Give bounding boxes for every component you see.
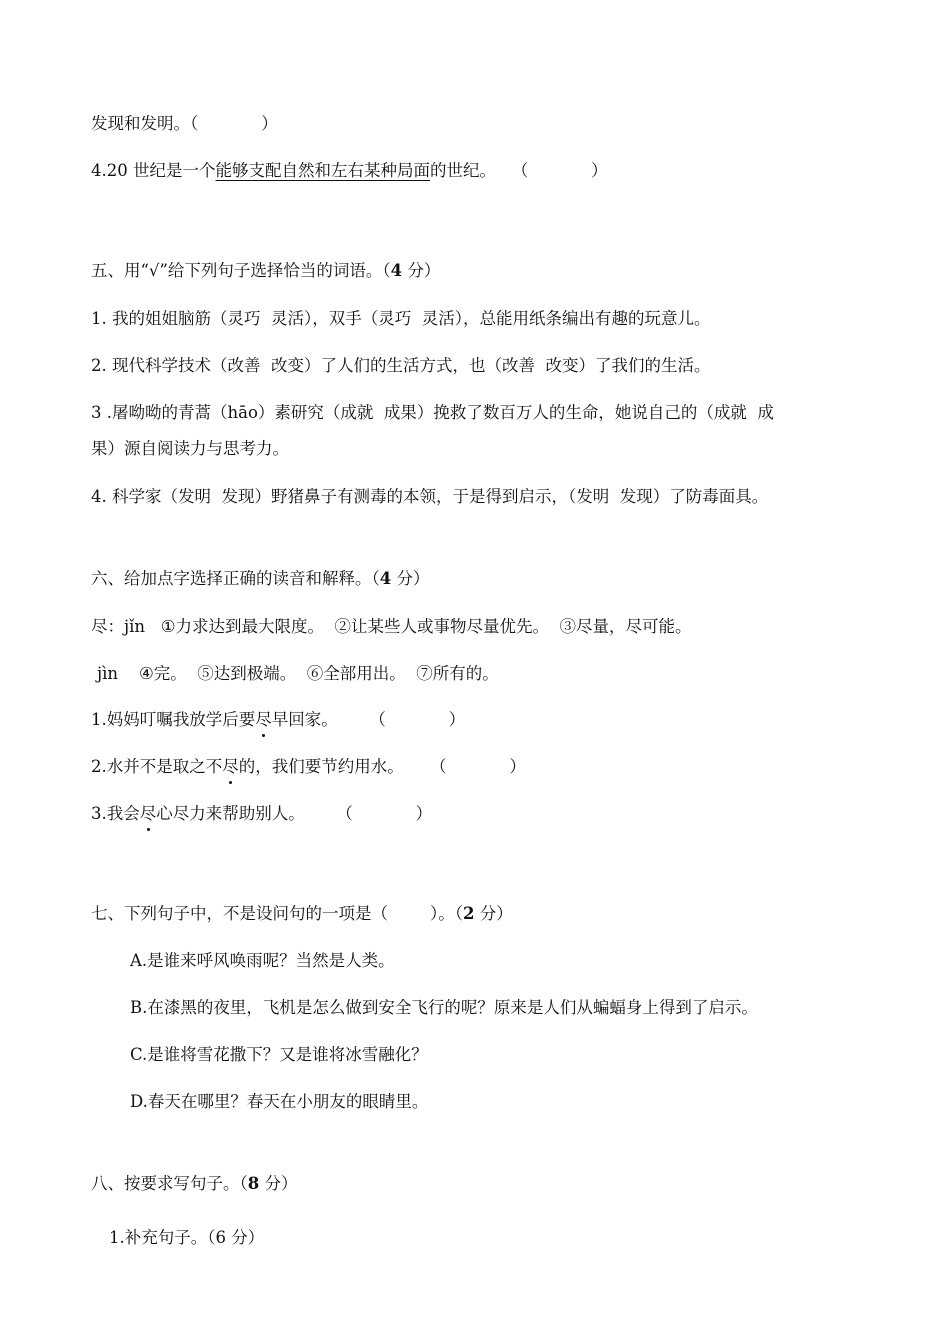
question-4-4: [91, 160, 608, 182]
question-5-1: 1. 我的姐姐脑筋（灵巧 灵活），双手（灵巧 灵活），总能用纸条编出有趣的玩意儿。: [91, 309, 711, 328]
section-8-score-unit: 分）: [259, 1174, 298, 1193]
question-5-2: 2. 现代科学技术（改善 改变）了人们的生活方式，也（改善 改变）了我们的生活。: [91, 356, 711, 375]
question-6-1-tail: 早回家。 （ ）: [271, 710, 466, 729]
dotted-character: 尽: [139, 804, 157, 823]
option-a: A.是谁来呼风唤雨呢？当然是人类。: [130, 951, 395, 970]
dotted-character: 尽: [255, 710, 272, 729]
section-5-score-unit: 分）: [402, 261, 441, 280]
section-8-heading-text: 八、按要求写句子。（: [91, 1174, 248, 1193]
question-4-3-continuation: 发现和发明。（ ）: [91, 114, 278, 133]
question-6-1: [91, 709, 465, 731]
section-7-score: 2: [462, 904, 475, 923]
section-8-heading: [91, 1173, 297, 1195]
question-5-3-continuation: 果）源自阅读力与思考力。: [91, 439, 289, 458]
definition-jin3: 尽：jǐn ①力求达到最大限度。 ②让某些人或事物尽量优先。 ③尽量，尽可能。: [91, 617, 692, 636]
question-6-2-tail: 的，我们要节约用水。 （ ）: [238, 757, 526, 776]
question-6-1-lead: 1.妈妈叮嘱我放学后要: [91, 710, 256, 729]
question-5-4: 4. 科学家（发明 发现）野猪鼻子有测毒的本领，于是得到启示，（发明 发现）了防毒面具。: [91, 487, 769, 506]
section-5-heading: [91, 260, 440, 282]
option-c: C.是谁将雪花撒下？又是谁将冰雪融化？: [130, 1045, 428, 1064]
section-7-heading: [91, 903, 513, 925]
section-6-heading-text: 六、给加点字选择正确的读音和解释。（: [91, 569, 380, 588]
question-6-3-lead: 3.我会: [91, 804, 140, 823]
dotted-character: 尽: [222, 757, 239, 776]
section-8-score: 8: [247, 1174, 260, 1193]
section-5-heading-text: 五、用“√”给下列句子选择恰当的词语。（: [91, 261, 391, 280]
question-4-4-lead: 4.20 世纪是一个: [91, 161, 216, 180]
definition-jin4: jìn ④完。 ⑤达到极端。 ⑥全部用出。 ⑦所有的。: [97, 664, 499, 683]
section-7-heading-text: 七、下列句子中，不是设问句的一项是（ ）。（: [91, 904, 463, 923]
question-5-3: 3 .屠呦呦的青蒿（hāo）素研究（成就 成果）挽救了数百万人的生命，她说自己的（成就 成: [91, 403, 774, 422]
underlined-phrase: 能够支配自然和左右某种局面: [215, 161, 430, 180]
question-4-4-tail: 的世纪。 （ ）: [429, 161, 608, 180]
section-6-score-unit: 分）: [391, 569, 430, 588]
option-b: B.在漆黑的夜里，飞机是怎么做到安全飞行的呢？原来是人们从蝙蝠身上得到了启示。: [130, 998, 758, 1017]
section-6-heading: [91, 568, 429, 590]
question-6-2: [91, 756, 526, 778]
question-6-3: [91, 803, 432, 825]
section-7-score-unit: 分）: [474, 904, 513, 923]
section-5-score: 4: [390, 261, 403, 280]
question-6-3-tail: 心尽力来帮助别人。 （ ）: [156, 804, 433, 823]
question-8-1: 1.补充句子。（6 分）: [109, 1228, 265, 1247]
section-6-score: 4: [379, 569, 392, 588]
option-d: D.春天在哪里？春天在小朋友的眼睛里。: [130, 1092, 429, 1111]
question-6-2-lead: 2.水并不是取之不: [91, 757, 223, 776]
